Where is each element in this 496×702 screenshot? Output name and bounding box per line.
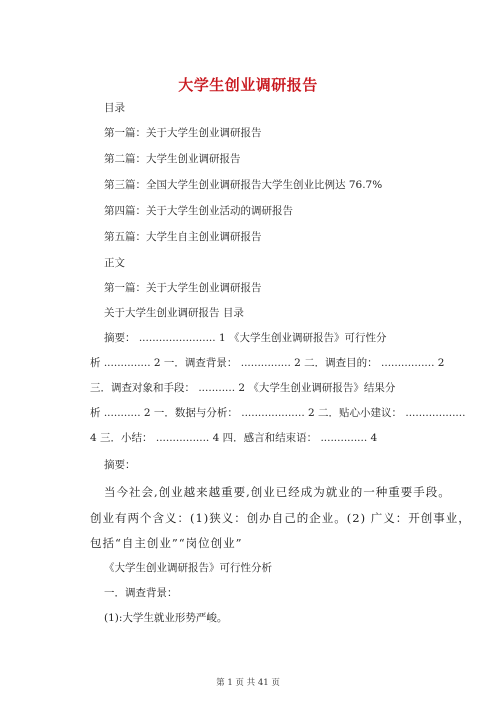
section-heading: 正文: [104, 257, 125, 269]
subtoc-line: 析 ........... 2 一．数据与分析： ................... 2 二．贴心小建议： ..................: [90, 407, 466, 419]
subtoc-line: 4 三．小结： ................ 4 四．感言和结束语： .............. 4: [90, 432, 378, 444]
subtoc-line: 摘要： ....................... 1 《大学生创业调研报告》可行性分: [104, 332, 387, 344]
toc-item-5: 第五篇：大学生自主创业调研报告: [104, 231, 262, 243]
toc-item-4: 第四篇：关于大学生创业活动的调研报告: [104, 205, 293, 217]
paragraph-line: 当今社会,创业越来越重要,创业已经成为就业的一种重要手段。: [104, 485, 451, 499]
page-footer: 第 1 页 共 41 页: [216, 678, 280, 688]
subsection-item: 一．调查背景：: [104, 587, 178, 599]
paragraph-line: 创业有两个含义：(1)狭义：创办自己的企业。(2) 广义：开创事业，: [90, 511, 471, 525]
document-title: 大学生创业调研报告: [178, 76, 318, 94]
toc-item-3: 第三篇：全国大学生创业调研报告大学生创业比例达 76.7%: [104, 179, 383, 191]
toc-item-2: 第二篇：大学生创业调研报告: [104, 153, 241, 165]
toc-heading: 目录: [104, 102, 125, 114]
abstract-heading: 摘要：: [104, 459, 136, 471]
subsection-heading: 《大学生创业调研报告》可行性分析: [104, 562, 272, 574]
chapter-heading: 第一篇：关于大学生创业调研报告: [104, 282, 262, 294]
paragraph-line: 包括“自主创业”“岗位创业”: [90, 536, 243, 550]
subtoc-line: 三．调查对象和手段： ........... 2 《大学生创业调研报告》结果分: [90, 382, 396, 394]
toc-item-1: 第一篇：关于大学生创业调研报告: [104, 127, 262, 139]
subtoc-heading: 关于大学生创业调研报告 目录: [104, 307, 244, 319]
subtoc-line: 析 .............. 2 一．调查背景： ............... 2 二．调查目的： ................ 2: [90, 357, 445, 369]
subsection-item: (1):大学生就业形势严峻。: [104, 612, 228, 624]
